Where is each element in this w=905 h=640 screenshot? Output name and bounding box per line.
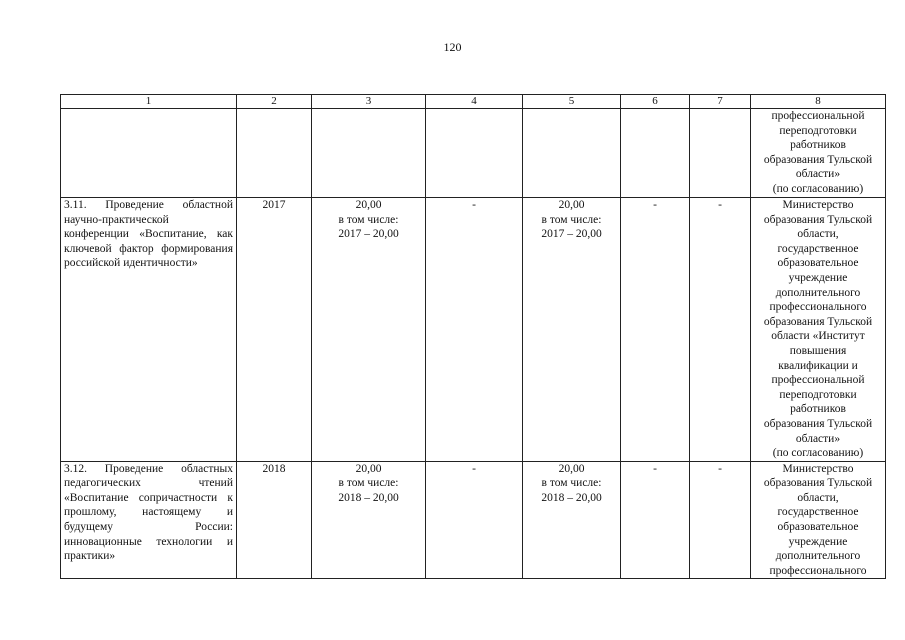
column-header: 2: [237, 95, 312, 109]
event-cell: 3.12. Проведение областных педагогических чтений «Воспитание сопричастности к прошлому, настоящему и будущему России: инновационные технологии и практики»: [61, 461, 237, 579]
column-header: 6: [621, 95, 690, 109]
executor-cell: Министерство образования Тульской области, государственное образовательное учреждение дополнительного профессионального образования Тульской области «Институт повышения квалификации и профессиональной переподготовки работников образования Тульской области» (по согласованию): [751, 198, 886, 462]
funding-col7-cell: [690, 109, 751, 198]
funding-col5-cell: 20,00 в том числе: 2017 – 20,00: [523, 198, 621, 462]
total-funding-cell: [312, 109, 426, 198]
event-cell: [61, 109, 237, 198]
funding-col6-cell: [621, 109, 690, 198]
executor-cell: профессиональной переподготовки работников образования Тульской области» (по согласованию): [751, 109, 886, 198]
table-header-row: [61, 95, 886, 109]
year-cell: 2017: [237, 198, 312, 462]
funding-col5-cell: [523, 109, 621, 198]
event-cell: 3.11. Проведение областной научно-практической конференции «Воспитание, как ключевой фактор формирования российской идентичности»: [61, 198, 237, 462]
column-header: 8: [751, 95, 886, 109]
column-header: 4: [426, 95, 523, 109]
funding-col7-cell: -: [690, 198, 751, 462]
funding-col7-cell: -: [690, 461, 751, 579]
total-funding-cell: 20,00 в том числе: 2018 – 20,00: [312, 461, 426, 579]
page-number: 120: [443, 40, 462, 54]
program-table: [60, 94, 886, 579]
funding-col6-cell: -: [621, 198, 690, 462]
funding-col5-cell: 20,00 в том числе: 2018 – 20,00: [523, 461, 621, 579]
table-row: [61, 461, 886, 579]
funding-col6-cell: -: [621, 461, 690, 579]
column-header: 7: [690, 95, 751, 109]
column-header: 5: [523, 95, 621, 109]
funding-col4-cell: -: [426, 198, 523, 462]
table-row: [61, 109, 886, 198]
column-header: 3: [312, 95, 426, 109]
funding-col4-cell: [426, 109, 523, 198]
total-funding-cell: 20,00 в том числе: 2017 – 20,00: [312, 198, 426, 462]
funding-col4-cell: -: [426, 461, 523, 579]
table-row: [61, 198, 886, 462]
column-header: 1: [61, 95, 237, 109]
year-cell: [237, 109, 312, 198]
year-cell: 2018: [237, 461, 312, 579]
executor-cell: Министерство образования Тульской области, государственное образовательное учреждение дополнительного профессионального: [751, 461, 886, 579]
